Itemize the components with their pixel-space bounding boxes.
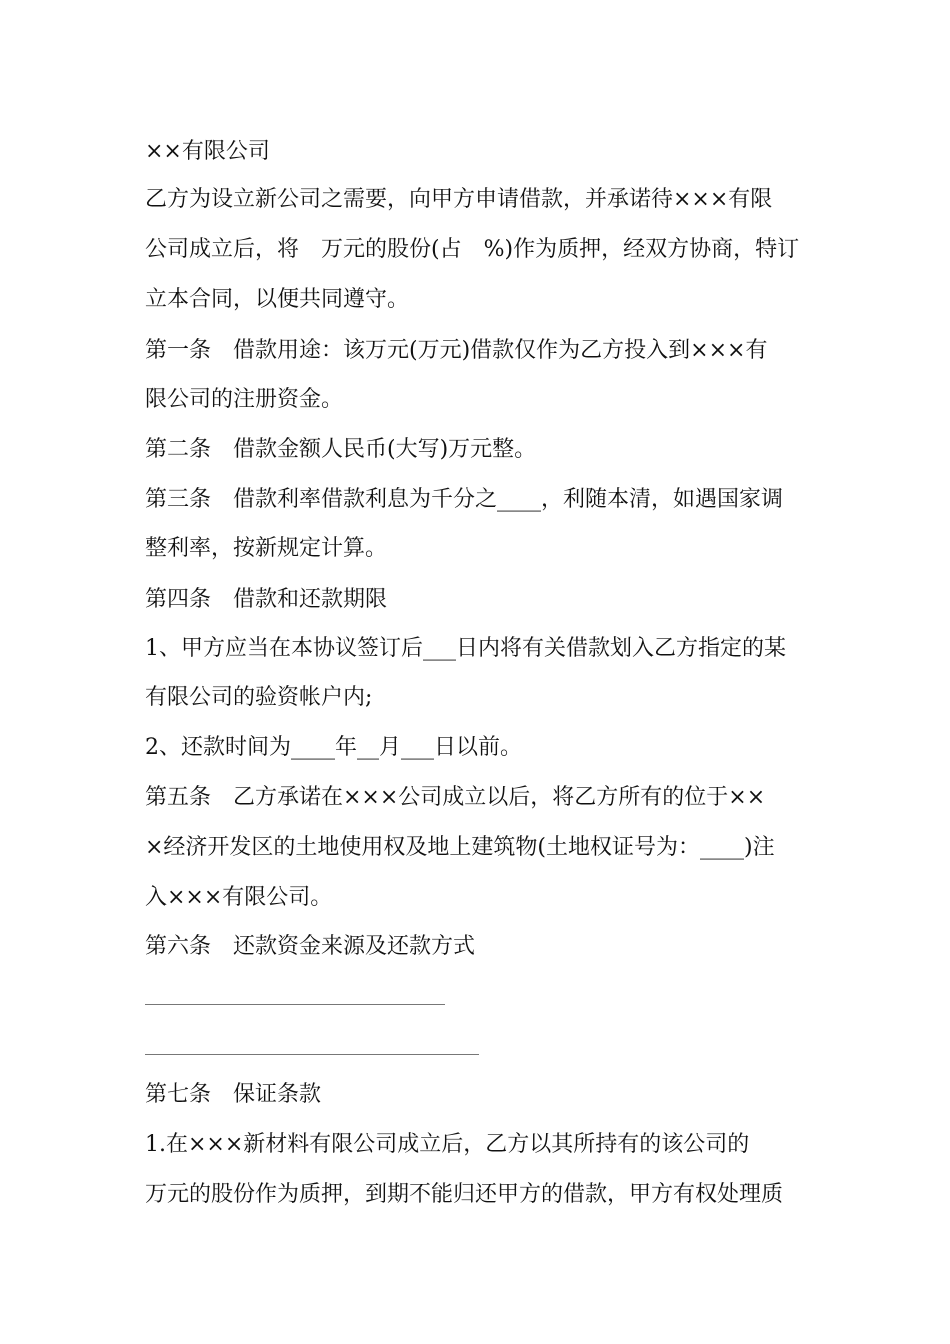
text-line-7: 第二条 借款金额人民币(大写)万元整。 <box>145 437 537 462</box>
text-line-8: 第三条 借款利率借款利息为千分之____，利随本清，如遇国家调 <box>145 487 784 512</box>
text-line-16: 入×××有限公司。 <box>145 885 333 910</box>
text-line-11: 1、甲方应当在本协议签订后___日内将有关借款划入乙方指定的某 <box>145 636 786 661</box>
text-line-14: 第五条 乙方承诺在×××公司成立以后，将乙方所有的位于×× <box>145 785 766 810</box>
blank-line-1 <box>145 1004 445 1005</box>
text-line-2: 乙方为设立新公司之需要，向甲方申请借款，并承诺待×××有限 <box>145 187 773 212</box>
text-line-15: ×经济开发区的土地使用权及地上建筑物(土地权证号为：____)注 <box>145 835 775 860</box>
text-line-18: 第七条 保证条款 <box>145 1082 322 1107</box>
text-line-9: 整利率，按新规定计算。 <box>145 536 388 561</box>
text-line-3: 公司成立后，将 万元的股份(占 %)作为质押，经双方协商，特订 <box>145 237 800 262</box>
blank-line-2 <box>145 1054 479 1055</box>
text-line-13: 2、还款时间为____年__月___日以前。 <box>145 735 522 760</box>
text-line-19: 1.在×××新材料有限公司成立后，乙方以其所持有的该公司的 <box>145 1132 750 1157</box>
text-line-6: 限公司的注册资金。 <box>145 387 344 412</box>
text-line-12: 有限公司的验资帐户内; <box>145 685 373 710</box>
text-line-4: 立本合同，以便共同遵守。 <box>145 287 410 312</box>
text-line-10: 第四条 借款和还款期限 <box>145 587 388 612</box>
text-line-17: 第六条 还款资金来源及还款方式 <box>145 934 476 959</box>
text-line-20: 万元的股份作为质押，到期不能归还甲方的借款，甲方有权处理质 <box>145 1182 784 1207</box>
text-line-5: 第一条 借款用途：该万元(万元)借款仅作为乙方投入到×××有 <box>145 338 768 363</box>
text-line-1: ××有限公司 <box>145 139 270 164</box>
